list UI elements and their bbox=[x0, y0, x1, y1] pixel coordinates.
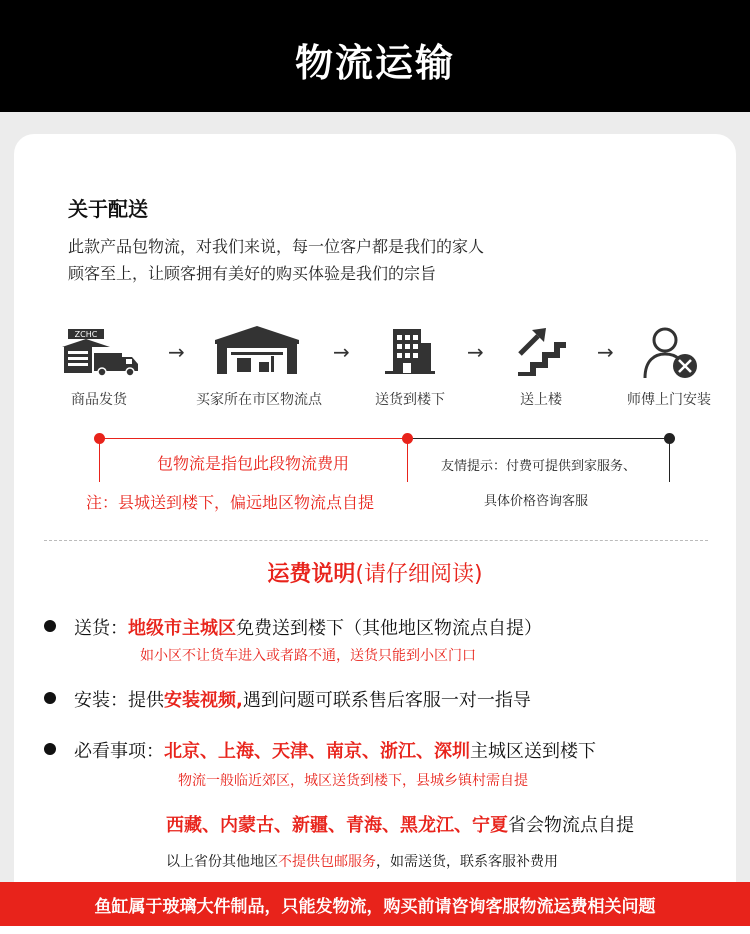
timeline-black bbox=[407, 438, 669, 439]
province-highlight: 西藏、内蒙古、新疆、青海、黑龙江、宁夏 bbox=[166, 815, 508, 836]
tip-line-1: 友情提示：付费可提供到家服务、 bbox=[441, 459, 637, 474]
intro-line-1: 此款产品包物流，对我们来说，每一位客户都是我们的家人 bbox=[68, 237, 485, 256]
arrow-icon: → bbox=[168, 340, 185, 364]
warehouse-icon bbox=[215, 326, 299, 376]
other-rest: ，如需送货，联系客服补费用 bbox=[376, 854, 558, 870]
timeline-red bbox=[99, 438, 407, 439]
bullet-install bbox=[44, 686, 531, 712]
install-highlight: 安装视频, bbox=[164, 690, 243, 711]
timeline-right-tick bbox=[669, 438, 670, 482]
fee-title bbox=[0, 557, 750, 588]
delivery-sub: 如小区不让货车进入或者路不通，送货只能到小区门口 bbox=[140, 648, 476, 664]
install-rest: 遇到问题可联系售后客服一对一指导 bbox=[242, 690, 531, 711]
installer-icon bbox=[643, 326, 699, 380]
section-title: 关于配送 bbox=[68, 197, 148, 221]
fee-title-rest: (请仔细阅读) bbox=[355, 562, 483, 587]
bullet-icon bbox=[44, 692, 56, 704]
arrow-icon: → bbox=[333, 340, 350, 364]
must-sub: 物流一般临近郊区，城区送货到楼下，县城乡镇村需自提 bbox=[178, 773, 528, 789]
page-header bbox=[0, 0, 750, 112]
timeline-dot bbox=[94, 433, 105, 444]
bullet-icon bbox=[44, 743, 56, 755]
bullet-must bbox=[44, 737, 596, 763]
other-prefix: 以上省份其他地区 bbox=[166, 854, 278, 870]
package-note: 包物流是指包此段物流费用 bbox=[157, 454, 350, 473]
divider bbox=[44, 540, 708, 541]
delivery-rest: 免费送到楼下（其他地区物流点自提） bbox=[236, 618, 542, 639]
timeline-mid-tick bbox=[407, 438, 408, 482]
delivery-label: 送货： bbox=[74, 618, 128, 639]
warning-banner-text: 鱼缸属于玻璃大件制品，只能发物流，购买前请咨询客服物流运费相关问题 bbox=[94, 896, 656, 917]
arrow-icon: → bbox=[467, 340, 484, 364]
warehouse-sign: ZCHC bbox=[74, 330, 98, 339]
stairs-icon bbox=[516, 326, 568, 376]
county-note: 注：县城送到楼下，偏远地区物流点自提 bbox=[86, 493, 375, 512]
must-rest: 主城区送到楼下 bbox=[470, 741, 596, 762]
tip-line-2: 具体价格咨询客服 bbox=[484, 494, 589, 509]
province-note bbox=[166, 811, 634, 837]
fee-title-bold: 运费说明 bbox=[267, 562, 356, 587]
province-rest: 省会物流点自提 bbox=[508, 815, 634, 836]
page-title: 物流运输 bbox=[294, 40, 455, 85]
bullet-icon bbox=[44, 620, 56, 632]
step-label-upstairs: 送上楼 bbox=[520, 392, 562, 408]
intro-line-2: 顾客至上，让顾客拥有美好的购买体验是我们的宗旨 bbox=[68, 264, 437, 283]
truck-warehouse-icon bbox=[60, 327, 140, 377]
delivery-highlight: 地级市主城区 bbox=[128, 618, 236, 639]
building-icon bbox=[385, 325, 435, 375]
step-label-city-point: 买家所在市区物流点 bbox=[196, 392, 322, 408]
step-label-install: 师傅上门安装 bbox=[627, 392, 711, 408]
step-label-ship: 商品发货 bbox=[71, 392, 127, 408]
bottom-strip bbox=[0, 926, 750, 934]
bullet-delivery bbox=[44, 614, 542, 640]
timeline-dot bbox=[664, 433, 675, 444]
timeline-dot bbox=[402, 433, 413, 444]
timeline-left-tick bbox=[99, 438, 100, 482]
other-highlight: 不提供包邮服务 bbox=[278, 854, 376, 870]
step-label-downstairs: 送货到楼下 bbox=[375, 392, 445, 408]
other-regions-note bbox=[166, 851, 558, 871]
warning-banner bbox=[0, 882, 750, 926]
must-label: 必看事项： bbox=[74, 741, 164, 762]
arrow-icon: → bbox=[597, 340, 614, 364]
must-highlight: 北京、上海、天津、南京、浙江、深圳 bbox=[164, 741, 470, 762]
install-label: 安装：提供 bbox=[74, 690, 164, 711]
